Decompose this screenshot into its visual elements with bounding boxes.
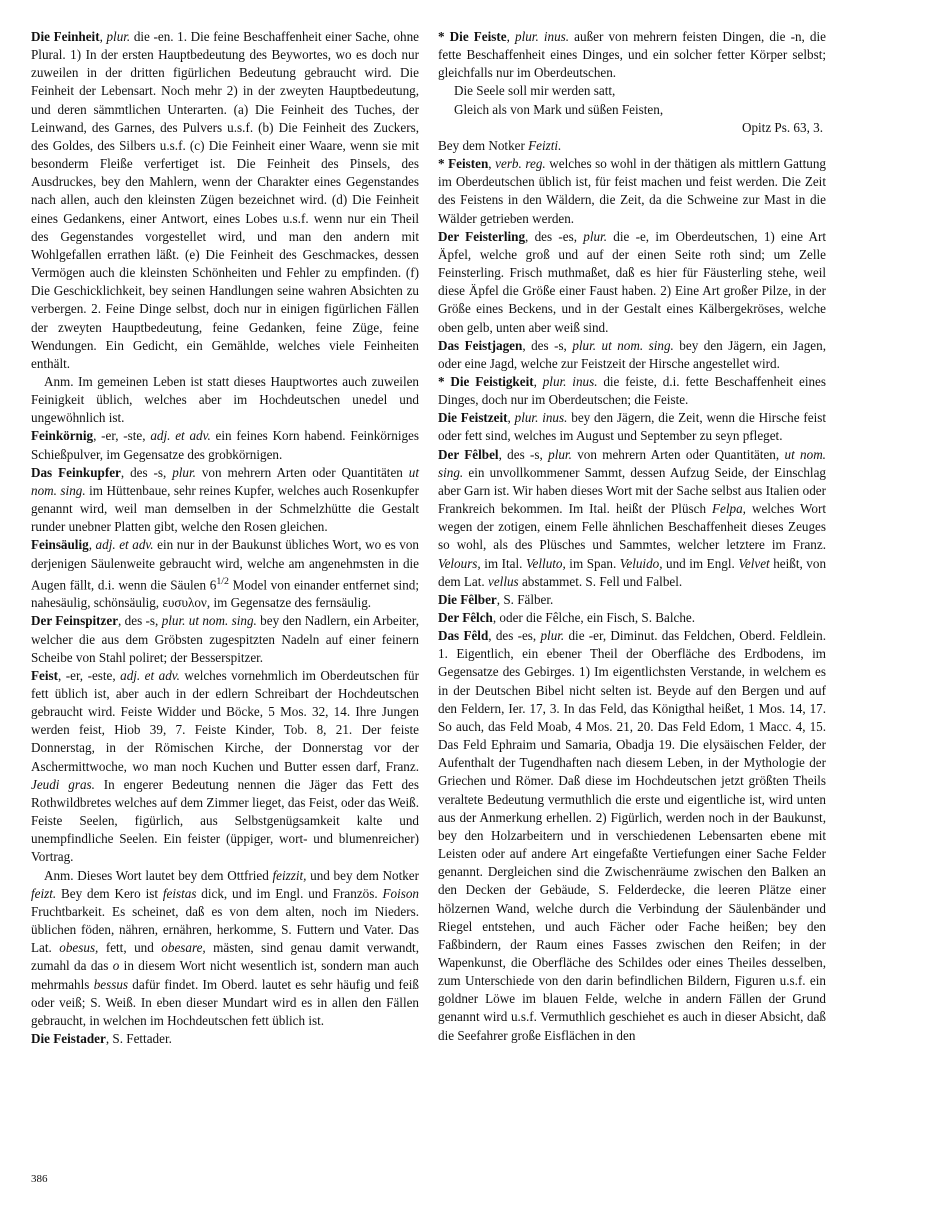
entry-headword: Die Feistader xyxy=(31,1030,106,1046)
entry-note xyxy=(31,373,419,427)
italic-term: bessus xyxy=(93,976,129,992)
dictionary-entry xyxy=(438,373,826,409)
italic-term: verb. reg. xyxy=(495,156,546,172)
dictionary-entry xyxy=(31,667,419,867)
dictionary-entry xyxy=(438,627,826,1045)
italic-term: feizzit, xyxy=(272,867,307,883)
entry-text: welches so wohl in der thätigen als mittlern Gattung im Oberdeutschen üblich ist, für feist machen und feist werden. Die Zeit des Feistens in den Wäldern, die Zeit, da die Schweine zur Mast in die Wälder getrieben werden. xyxy=(438,156,827,226)
italic-term: plur. xyxy=(540,628,565,644)
entry-headword: * Die Feiste xyxy=(438,29,507,44)
italic-term: obesare, xyxy=(161,940,206,956)
entry-text: , S. Fettader. xyxy=(105,1030,172,1046)
dictionary-entry xyxy=(31,1030,419,1048)
italic-term: adj. et adv. xyxy=(95,537,154,553)
entry-text: von mehrern Arten oder Quantitäten xyxy=(195,464,409,480)
entry-text: ein nur in der Baukunst übliches Wort, wo es von derjenigen Säulenweite gebraucht wird, welche am angenehmsten in die Augen fällt, d.i. wenn die Säulen 6 xyxy=(31,537,419,593)
entry-text: In engerer Bedeutung nennen die Jäger das Fett des Rothwildbretes welches auf dem Zimmer lieget, das Feist, oder das Weiß. Feiste Seelen, figürlich, aus Selbstgenügsamkeit kalte und unempfindliche Seelen. Ein feister (üppiger, wort- und blumenreicher) Vortrag. xyxy=(31,776,419,865)
entry-text: ein feines Korn habend. Feinkörniges Schießpulver, im Gegensatze des grobkörnigen. xyxy=(31,428,419,462)
entry-note xyxy=(31,867,419,1030)
entry-text: , -er, -ste, xyxy=(93,428,151,444)
italic-term: ut nom. sing. xyxy=(438,446,826,480)
entry-text: bey den Jägern, die Zeit, wenn die Hirsche feist oder fett sind, welches im August und September zu seyn pfleget. xyxy=(438,410,826,444)
entry-headword: Der Fêlbel xyxy=(438,446,499,462)
entry-text: Anm. Dieses Wort lautet bey dem Ottfried xyxy=(44,867,273,883)
italic-term: plur. ut nom. sing. xyxy=(161,613,257,629)
entry-text: Model von einander entfernet sind; nahesäulig, schönsäulig, ευσυλον, im Gegensatze des fernsäulig. xyxy=(31,577,419,611)
entry-text: bey den Jägern, ein Jagen, oder eine Jagd, welche zur Feistzeit der Hirsche angestellet wird. xyxy=(438,337,826,371)
entry-text: die -e, im Oberdeutschen, 1) eine Art Äpfel, welche groß und auf der einen Seite roth sind; um Zelle Feinsterling. Frisch muthmaßet, daß es hier für Fäusterling stehe, weil diese Äpfel die Größe einer Faust haben. 2) Eine Art großer Pilze, in der Größe eines Beckens, und in der Gestalt eines Kälbergekröses, welche oben gelb, unten aber weiß sind. xyxy=(438,228,826,335)
dictionary-entry xyxy=(31,28,419,373)
entry-text: und bey dem Notker xyxy=(306,867,419,883)
dictionary-entry xyxy=(31,464,419,537)
entry-text: im Ital. xyxy=(480,555,526,571)
right-column xyxy=(438,28,826,1045)
italic-term: Velvet xyxy=(738,555,770,571)
italic-term: plur. inus. xyxy=(514,410,568,426)
entry-text: Bey dem Kero ist xyxy=(56,885,163,901)
entry-text: und im Engl. xyxy=(662,555,739,571)
quotation-block xyxy=(438,82,826,136)
entry-text: , xyxy=(533,373,543,389)
italic-term: plur. ut nom. sing. xyxy=(572,337,674,353)
italic-term: Velours, xyxy=(438,555,481,571)
entry-text: welches vornehmlich im Oberdeutschen für fett üblich ist, aber auch in der edlern Schreibart der Hochdeutschen gebraucht wird. Feiste Widder und Böcke, 5 Mos. 32, 14. Ihre Jungen werden feist, Hiob 39, 7. Feiste Kinder, Tob. 8, 21. Der feiste Donnerstag, in der Römischen Kirche, der Donnerstag vor der Aschermittwoche, wo man noch Kuchen und Butter essen darf, Franz. xyxy=(31,667,419,774)
italic-term: plur. inus. xyxy=(542,373,598,389)
entry-text: , xyxy=(488,156,496,172)
italic-term: obesus, xyxy=(59,940,99,956)
entry-text: fett, und xyxy=(98,940,162,956)
entry-text: welches Wort wegen der zotigen, einem Felle ähnlichen Beschaffenheit dieses Zeuges so wohl, als des Plüsches und Sammtes, welcher letztere im Franz. xyxy=(438,501,826,553)
entry-headword: Feinkörnig xyxy=(31,428,94,444)
entry-text: , oder die Fêlche, ein Fisch, S. Balche. xyxy=(492,610,696,625)
entry-text: , des -s, xyxy=(498,446,549,462)
italic-term: plur. xyxy=(548,446,572,462)
entry-text: , des -s, xyxy=(522,337,573,353)
entry-text: , -er, -este, xyxy=(58,667,121,683)
entry-text: Anm. Im gemeinen Leben ist statt dieses Hauptwortes auch zuweilen Feinigkeit üblich, welches aber im Hochdeutschen unedel und ungewöhnlich ist. xyxy=(31,373,419,426)
entry-text: abstammet. S. Fell und Falbel. xyxy=(518,573,683,589)
italic-term: plur. xyxy=(583,228,607,244)
entry-text: , xyxy=(99,29,107,44)
entry-text: bey den Nadlern, ein Arbeiter, welcher die aus dem Gröbsten zugespitzten Nadeln auf einer feinern Scheibe von Stahl poliret; der Besserspitzer. xyxy=(31,613,419,665)
page-number: 386 xyxy=(31,1173,48,1185)
entry-headword: Feist xyxy=(31,667,58,683)
entry-headword: Der Feinspitzer xyxy=(31,613,119,629)
dictionary-entry xyxy=(438,337,826,373)
entry-text: , des -s, xyxy=(118,613,162,629)
entry-text: , des -s, xyxy=(120,464,173,480)
entry-note xyxy=(438,137,826,155)
dictionary-entry xyxy=(31,536,419,612)
entry-text: , S. Fälber. xyxy=(496,591,554,607)
entry-text: , xyxy=(88,537,96,553)
entry-text: die -er, Diminut. das Feldchen, Oberd. Feldlein. 1. Eigentlich, ein ebener Theil der Oberfläche des Erdbodens, im Gegensatze des Gebirges. 1) Im eigentlichsten Verstande, in welchem es in der Deutschen Bibel nicht selten ist. Beyde auf den Bergen und auf den Feldern, Ier. 17, 3. In das Feld, das Königthal heißet, 1 Mos. 14, 17. So auch, das Feld Moab, 4 Mos. 21, 20. Das Feld Edom, 1 Macc. 4, 15. Das Feld Ephraim und Samaria, Obadja 19. Die elysäischen Felder, der Aufenthalt der Tugendhaften nach diesem Leben, in der Mythologie der Griechen und Römer. Daß diese im Hochdeutschen jetzt größten Theils veraltete Bedeutung vermuthlich die erste und eigentliche ist, wird unten aus der Anmerkung erhellen. 2) Figürlich, werden noch in der Baukunst, bey den Holzarbeitern und in verschiedenen Lebensarten ebene mit Leisten oder auf andere Art eingefaßte Vertiefungen einer Sache Felder genannt. Dergleichen sind die Zwischenräume zwischen den Balken an den Decken der Gebäude, S. Felderdecke, die leeren Plätze einer hölzernen Wand, welche durch die Verbindung der Säulenbänder und Riegel entstehen, und auch Fächer oder Fache heißen; bey den Faßbindern, der Raum eines Fasses zwischen den Reifen; in der Wapenkunst, die Oberfläche des Schildes oder eines Theiles desselben, zum Unterschiede von den darin befindlichen Bildern, Figuren u.s.f. ein goldner Löwe im blauen Felde, welche in andern Fällen der Grund genannt wird u.s.f. Vermuthlich geschiehet es auch in dieser Absicht, daß die Seefahrer große Eisflächen in den xyxy=(438,628,827,1043)
entry-text: außer von mehrern feisten Dingen, die -n, die fette Beschaffenheit eines Dinges, und ein solcher fetter Körper selbst; gleichfalls nur im Oberdeutschen. xyxy=(438,29,826,81)
entry-text: im Hüttenbaue, sehr reines Kupfer, welches auch Rosenkupfer genannt wird, weil man demselben in der Schmelzhütte die Gestalt runder unebner Platten gibt, welche den Rosen gleichen. xyxy=(31,482,419,535)
entry-headword: * Feisten xyxy=(438,156,489,172)
italic-term: plur. inus. xyxy=(515,29,570,44)
entry-text: dafür findet. Im Oberd. lautet es sehr häufig und feiß oder veiß; S. Weiß. In eben dieser Mundart wird es in allen den Fällen gebraucht, in welchen im Hochdeutschen fett üblich ist. xyxy=(31,976,419,1028)
italic-term: Felpa, xyxy=(712,501,746,517)
dictionary-entry xyxy=(438,228,826,337)
entry-text: 1/2 xyxy=(216,575,229,587)
entry-headword: Der Feisterling xyxy=(438,228,526,244)
dictionary-entry xyxy=(438,28,826,82)
entry-text: Bey dem Notker xyxy=(438,137,529,153)
entry-text: , xyxy=(507,410,515,426)
entry-headword: Die Feistzeit xyxy=(438,410,508,426)
entry-text: , des -es, xyxy=(488,628,541,644)
italic-term: adj. et adv. xyxy=(150,428,211,444)
entry-headword: Das Feinkupfer xyxy=(31,464,121,480)
entry-headword: * Die Feistigkeit xyxy=(438,373,534,389)
dictionary-entry xyxy=(31,427,419,463)
italic-term: o xyxy=(112,958,120,974)
entry-text: Fruchtbarkeit. Es scheinet, daß es von dem alten, noch im Nieders. üblichen föden, nähren, ernähren, herkomme, S. Futtern und Vater. Das Lat. xyxy=(31,903,419,956)
entry-text: die -en. 1. Die feine Beschaffenheit einer Sache, ohne Plural. 1) In der ersten Hauptbedeutung des Beywortes, wo es doch nur zuweilen in der dritten figürlichen Bedeutung gebraucht wird. Die Feinheit der Lebensart. Noch mehr 2) in der zweyten Hauptbedeutung, und deren sämmtlichen Unterarten. (a) Die Feinheit des Tuches, der Leinwand, des Garnes, des Pulvers u.s.f. (b) Die Feinheit des Zuckers, des Goldes, des Silbers u.s.f. (c) Die Feinheit einer Waare, wenn sie mit besonderm Fleiße verfertiget ist. Die Feinheit des Pinsels, des Ausdruckes, bey den Mahlern, wenn der Charakter eines Gegenstandes nach allen, auch den kleinsten Zügen bezeichnet wird. (d) Die Feinheit eines Gedankens, einer Antwort, eines Lobes u.s.f. wenn nur ein Theil des Gegenstandes vorgestellet wird, und man den andern mit Wohlgefallen errathen läßt. (e) Die Feinheit des Geschmackes, dessen Vermögen auch die kleinsten Schönheiten und Fehler zu empfinden. (f) Die Geschicklichkeit, bey seinen Handlungen seine wahren Absichten zu verbergen. 2. Feine Dinge selbst, doch nur in einigen figürlichen Fällen der zweyten Hauptbedeutung, feine Gedanken, feine Züge, feine Wendungen. Ein Gedicht, ein Gemählde, welches viele Feinheiten enthält. xyxy=(31,29,419,371)
italic-term: Feizti. xyxy=(528,137,562,153)
entry-text: dick, und im Engl. und Französ. xyxy=(196,885,383,901)
entry-text: , des -es, xyxy=(525,228,584,244)
dictionary-entry xyxy=(438,591,826,609)
italic-term: plur. xyxy=(106,29,131,44)
quotation-line: Die Seele soll mir werden satt, xyxy=(454,83,616,99)
entry-text: in diesem Wort nicht wesentlich ist, sondern man auch mehrmahls xyxy=(31,958,420,992)
entry-headword: Feinsäulig xyxy=(31,537,89,553)
italic-term: plur. xyxy=(172,464,196,480)
italic-term: Velluto, xyxy=(525,555,566,571)
entry-text: von mehrern Arten oder Quantitäten, xyxy=(571,446,785,462)
entry-headword: Das Feistjagen xyxy=(438,337,523,353)
italic-term: Foison xyxy=(382,885,419,901)
dictionary-entry xyxy=(31,612,419,666)
entry-text: , xyxy=(506,29,516,44)
italic-term: vellus xyxy=(488,573,519,589)
italic-term: ut nom. sing. xyxy=(31,464,419,498)
entry-headword: Der Fêlch xyxy=(438,610,493,625)
quotation-line: Gleich als von Mark und süßen Feisten, xyxy=(454,101,664,117)
left-column xyxy=(31,28,419,1048)
entry-headword: Das Fêld xyxy=(438,628,489,644)
entry-text: heißt, von dem Lat. xyxy=(438,555,827,589)
italic-term: Jeudi gras. xyxy=(31,776,95,792)
italic-term: feizt. xyxy=(31,885,57,901)
quotation-source: Opitz Ps. 63, 3. xyxy=(741,119,823,135)
entry-text: ein unvollkommener Sammt, dessen Aufzug Seide, der Einschlag aber Garn ist. Wir haben dieses Wort mit der Sache selbst aus Italien oder Frankreich bekommen. Im Ital. heißt der Plüsch xyxy=(438,464,826,517)
dictionary-entry xyxy=(438,446,826,591)
entry-text: die feiste, d.i. fette Beschaffenheit eines Dinges, doch nur im Oberdeutschen; die Feiste. xyxy=(438,373,826,408)
entry-text: im Span. xyxy=(565,555,620,571)
italic-term: feistas xyxy=(162,885,197,901)
entry-headword: Die Fêlber xyxy=(438,591,497,607)
dictionary-entry xyxy=(438,409,826,445)
entry-text: mästen, sind genau damit verwandt, zumahl da das xyxy=(31,940,419,974)
entry-headword: Die Feinheit xyxy=(31,29,100,44)
dictionary-entry xyxy=(438,609,826,627)
italic-term: adj. et adv. xyxy=(120,667,180,683)
italic-term: Veluido, xyxy=(619,555,663,571)
dictionary-entry xyxy=(438,155,826,228)
